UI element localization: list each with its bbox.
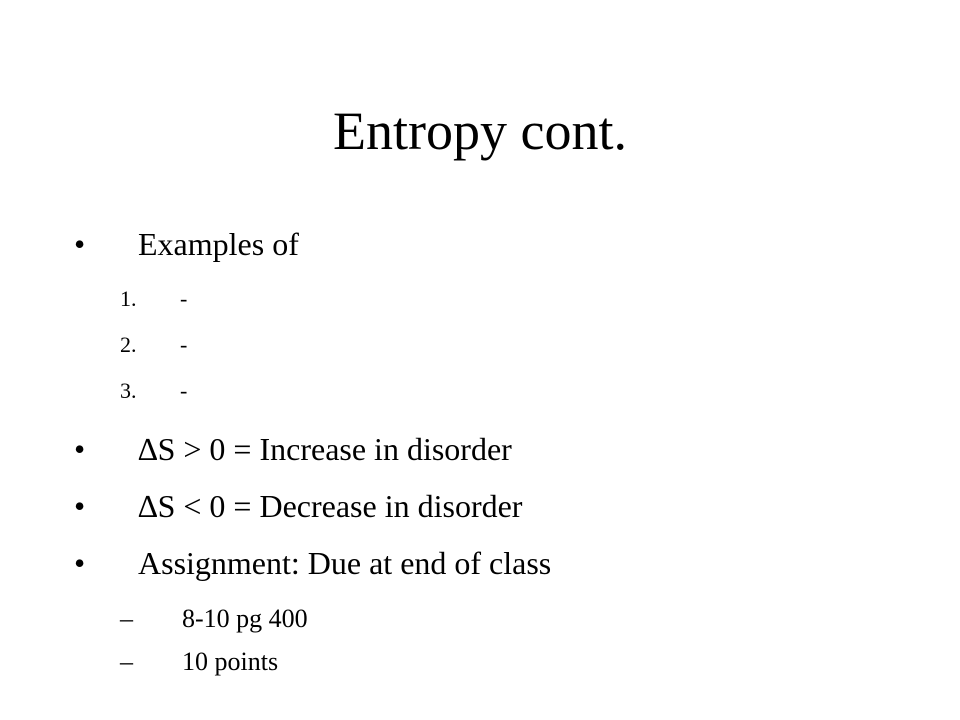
slide-title: Entropy cont. [333, 101, 627, 161]
bullet-marker: • [74, 488, 86, 524]
number-marker: 1. [120, 286, 137, 311]
number-marker: 3. [120, 378, 137, 403]
bullet-text: Assignment: Due at end of class [138, 545, 552, 581]
number-marker: 2. [120, 332, 137, 357]
dash-marker: – [120, 647, 133, 676]
bullet-text: ∆S < 0 = Decrease in disorder [138, 488, 523, 524]
bullet-text: Examples of [138, 226, 299, 262]
bullet-text: ∆S > 0 = Increase in disorder [138, 431, 512, 467]
dash-text: 10 points [182, 647, 279, 676]
bullet-marker: • [74, 545, 86, 581]
dash-marker: – [120, 604, 133, 633]
bullet-marker: • [74, 226, 86, 262]
dash-text: 8-10 pg 400 [182, 604, 308, 633]
bullet-marker: • [74, 431, 86, 467]
numbered-text: - [180, 286, 188, 311]
numbered-text: - [180, 332, 188, 357]
numbered-text: - [180, 378, 188, 403]
